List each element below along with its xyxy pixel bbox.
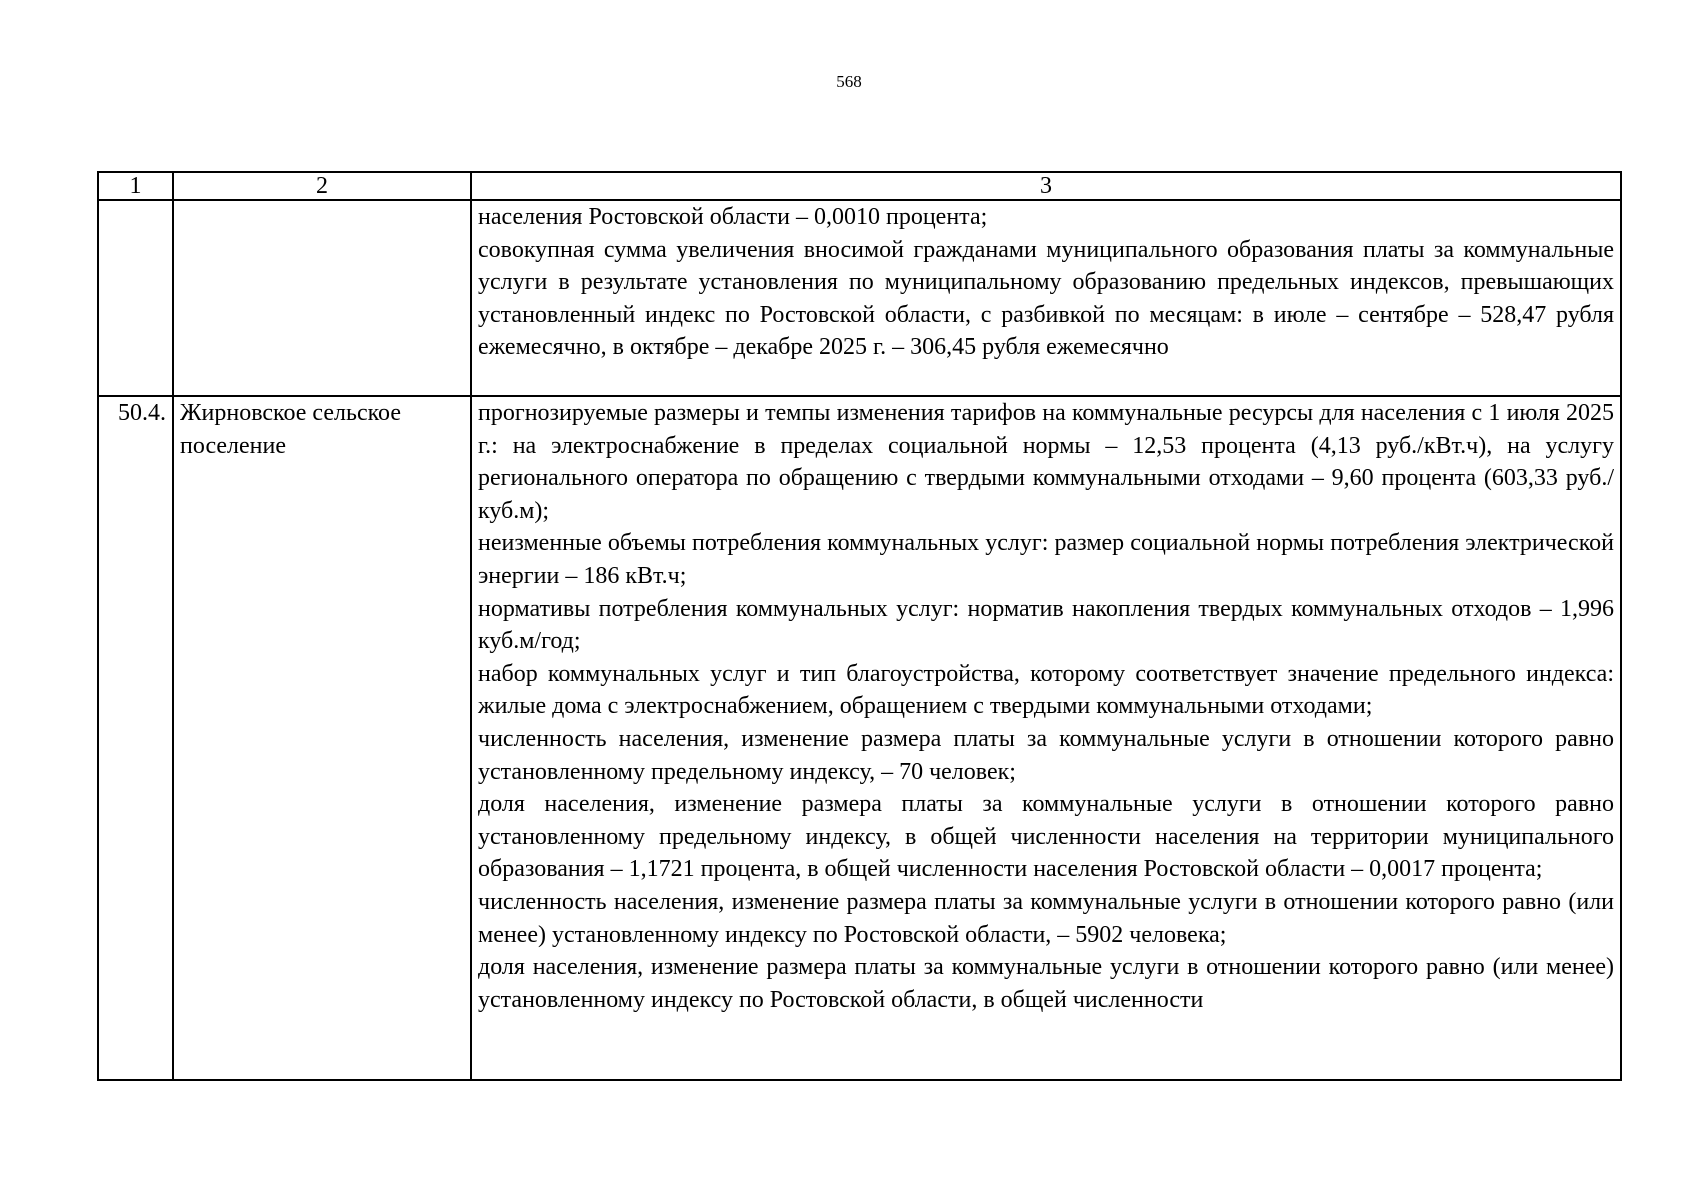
description-cell — [471, 200, 1621, 396]
table-row — [98, 396, 1621, 1080]
column-header-3: 3 — [471, 172, 1621, 200]
municipality-name-cell: Жирновское сельское поселение — [173, 396, 471, 1080]
document-table — [97, 171, 1622, 1081]
description-paragraph: совокупная сумма увеличения вносимой гражданами муниципального образования платы за коммунальные услуги в результате установления по муниципальному образованию предельных индексов, превышающих установленный индекс по Ростовской области, с разбивкой по месяцам: в июле – сентябре – 528,47 рубля ежемесячно, в октябре – декабре 2025 г. – 306,45 рубля ежемесячно — [478, 236, 1614, 361]
table-row — [98, 200, 1621, 396]
description-paragraph: населения Ростовской области – 0,0010 процента; — [478, 204, 988, 230]
column-header-2: 2 — [173, 172, 471, 200]
description-cell — [471, 396, 1621, 1080]
row-number-cell: 50.4. — [98, 396, 173, 1080]
description-paragraph: набор коммунальных услуг и тип благоустройства, которому соответствует значение предельного индекса: жилые дома с электроснабжением, обращением с твердыми коммунальными отходами; — [478, 660, 1614, 720]
description-paragraph: нормативы потребления коммунальных услуг: норматив накопления твердых коммунальных отходов – 1,996 куб.м/год; — [478, 595, 1614, 655]
description-paragraph: доля населения, изменение размера платы за коммунальные услуги в отношении которого равно установленному предельному индексу, в общей численности населения на территории муниципального образования – 1,1721 процента, в общей численности населения Ростовской области – 0,0017 процента; — [478, 791, 1614, 883]
description-paragraph: доля населения, изменение размера платы за коммунальные услуги в отношении которого равно (или менее) установленному индексу по Ростовской области, в общей численности — [478, 954, 1614, 1013]
row-number-cell — [98, 200, 173, 396]
description-paragraph: прогнозируемые размеры и темпы изменения тарифов на коммунальные ресурсы для населения с 1 июля 2025 г.: на электроснабжение в пределах социальной нормы – 12,53 процента (4,13 руб./кВт.ч), на услугу регионального оператора по обращению с твердыми коммунальными отходами – 9,60 процента (603,33 руб./куб.м); — [478, 400, 1614, 524]
description-paragraph: численность населения, изменение размера платы за коммунальные услуги в отношении которого равно установленному предельному индексу, – 70 человек; — [478, 725, 1614, 785]
table-header-row — [98, 172, 1621, 200]
description-paragraph: численность населения, изменение размера платы за коммунальные услуги в отношении которого равно (или менее) установленному индексу по Ростовской области, – 5902 человека; — [478, 888, 1614, 948]
page-number: 568 — [836, 72, 862, 91]
description-paragraph: неизменные объемы потребления коммунальных услуг: размер социальной нормы потребления электрической энергии – 186 кВт.ч; — [478, 530, 1614, 589]
municipality-name-cell — [173, 200, 471, 396]
column-header-1: 1 — [98, 172, 173, 200]
